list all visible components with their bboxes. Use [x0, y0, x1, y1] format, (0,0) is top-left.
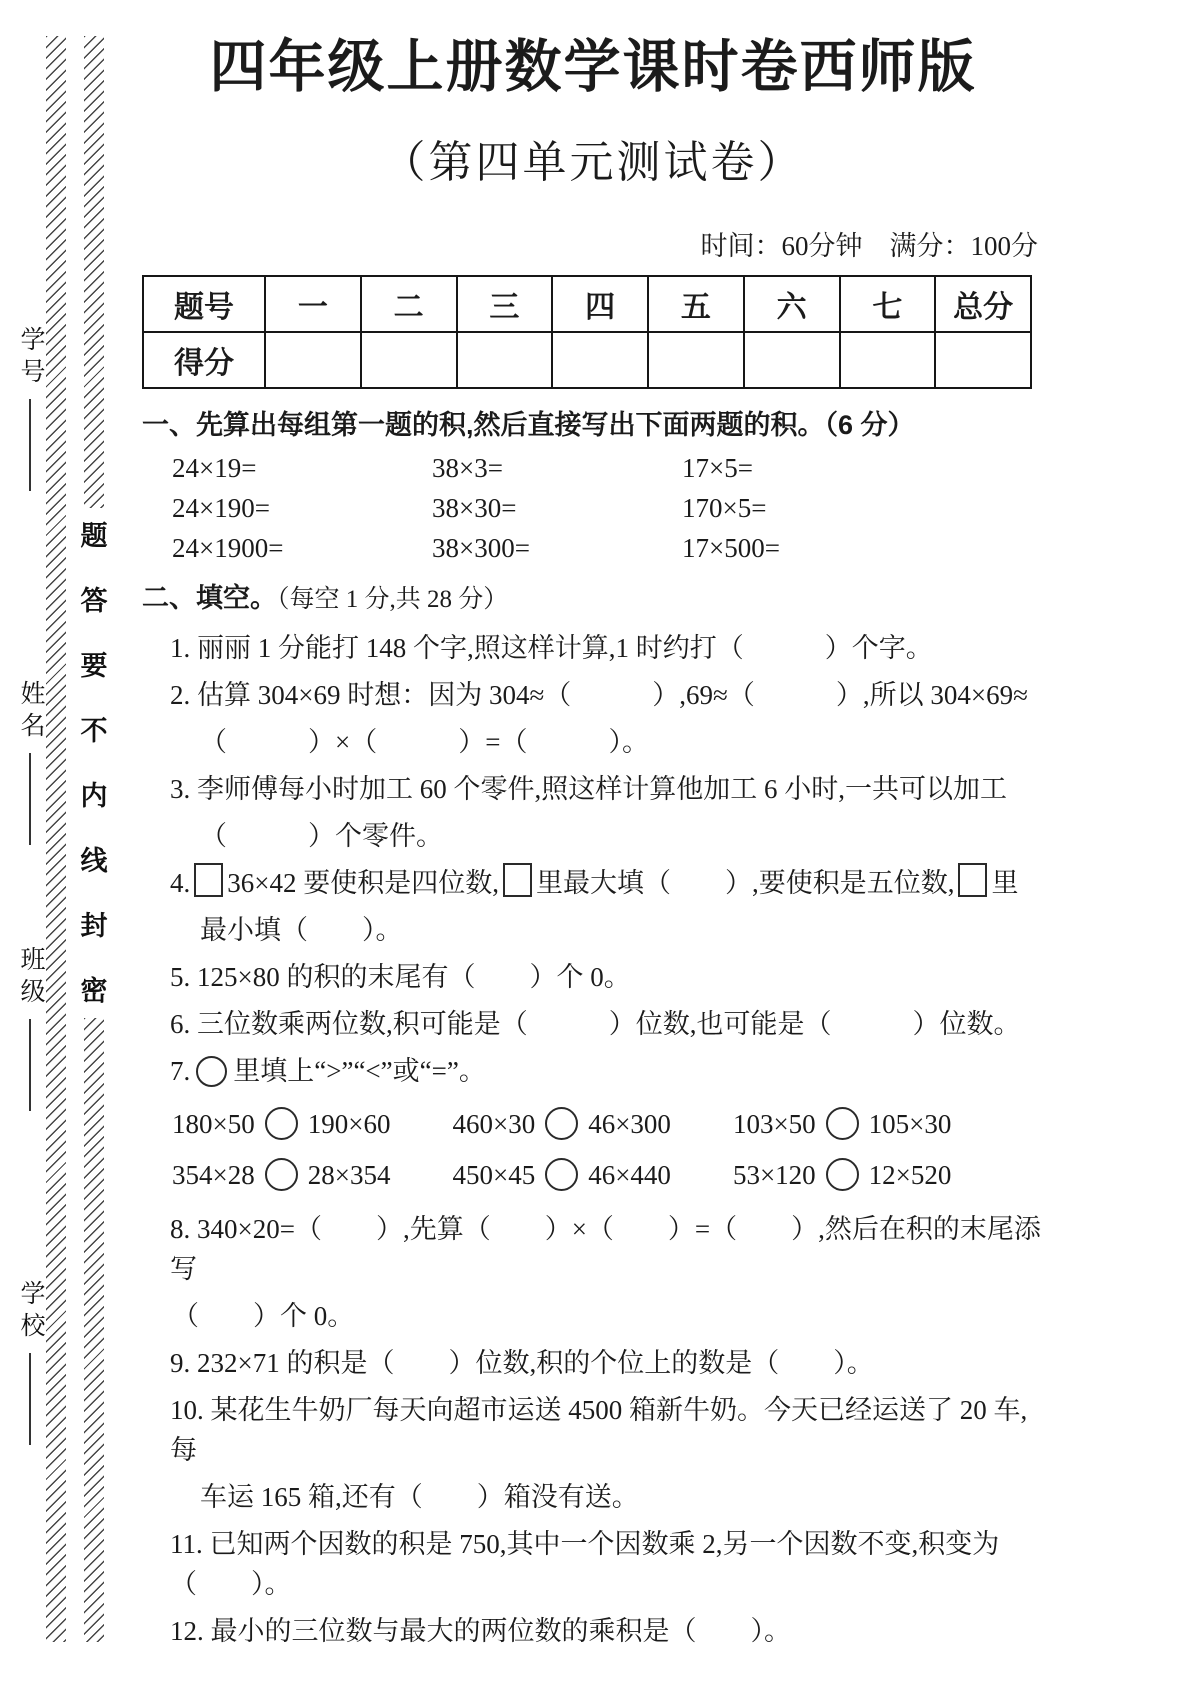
expression-left: 460×30	[452, 1108, 536, 1139]
name-label: 姓名	[17, 680, 44, 744]
multiplication-problem: 17×500=	[682, 533, 780, 564]
blank-box	[503, 863, 532, 897]
multiplication-problem: 170×5=	[682, 493, 767, 524]
time-score-info: 时间：60分钟 满分：100分	[700, 231, 1038, 262]
seal-char: 要	[80, 651, 108, 681]
expression-right: 12×520	[868, 1159, 952, 1190]
school-blank-line	[29, 1353, 31, 1445]
comparison-row-1	[142, 1107, 1044, 1140]
fill-item-6: 6. 三位数乘两位数,积可能是（ ）位数,也可能是（ ）位数。	[170, 1008, 1021, 1039]
student-id-blank-line	[29, 399, 31, 491]
expression-right: 28×354	[307, 1159, 391, 1190]
school-field	[12, 1280, 48, 1445]
expression-right: 46×300	[588, 1108, 671, 1139]
score-header-cell: 题号	[143, 276, 265, 332]
section1-heading: 一、先算出每组第一题的积,然后直接写出下面两题的积。（6 分）	[142, 410, 915, 441]
section2-heading-title: 二、填空。	[142, 583, 277, 614]
multiplication-problem: 17×5=	[682, 453, 753, 484]
expression-right: 105×30	[868, 1108, 952, 1139]
seal-hatching-right-top	[84, 36, 104, 508]
score-empty-cell	[935, 332, 1031, 388]
score-table-header-row	[143, 276, 1031, 332]
fill-item-9: 9. 232×71 的积是（ ）位数,积的个位上的数是（ ）。	[170, 1347, 874, 1378]
multiplication-problem: 24×1900=	[172, 533, 284, 564]
comparison-pair	[172, 1107, 390, 1140]
item4-number: 4.	[170, 867, 191, 898]
fill-item-7-intro	[142, 1051, 1044, 1091]
seal-char: 线	[80, 846, 108, 876]
fill-item-11: 11. 已知两个因数的积是 750,其中一个因数乘 2,另一个因数不变,积变为（ ）。	[170, 1528, 1000, 1599]
comparison-pair	[733, 1107, 951, 1140]
name-field	[12, 680, 48, 845]
item4-text: 36×42 要使积是四位数,	[227, 867, 499, 898]
fill-item-4-line2: 最小填（ ）。	[200, 914, 403, 945]
score-header-cell: 二	[361, 276, 457, 332]
multiplication-problem: 38×3=	[432, 453, 503, 484]
score-empty-cell	[265, 332, 361, 388]
expression-left: 180×50	[172, 1108, 255, 1139]
score-table-score-row	[143, 332, 1031, 388]
multiplication-problem: 24×19=	[172, 453, 257, 484]
score-empty-cell	[648, 332, 744, 388]
expression-left: 103×50	[732, 1108, 816, 1139]
expression-left: 450×45	[452, 1159, 536, 1190]
blank-box	[958, 863, 987, 897]
score-header-cell: 五	[648, 276, 744, 332]
score-table	[142, 275, 1032, 389]
paper-title: 四年级上册数学课时卷西师版	[209, 36, 977, 99]
score-label-cell: 得分	[143, 332, 265, 388]
student-id-label: 学号	[17, 326, 44, 390]
expression-right: 46×440	[588, 1159, 671, 1190]
comparison-circle	[265, 1107, 298, 1140]
comparison-pair	[172, 1158, 390, 1191]
comparison-circle	[826, 1158, 859, 1191]
seal-hatching-right-bottom	[84, 1018, 104, 1642]
section1-problems	[142, 453, 1044, 564]
score-header-cell: 四	[552, 276, 648, 332]
multiplication-problem: 38×30=	[432, 493, 517, 524]
student-id-field	[12, 326, 48, 491]
fill-item-4-line1	[142, 863, 1044, 903]
fill-item-3-line2: （ ）个零件。	[200, 820, 443, 851]
score-empty-cell	[361, 332, 457, 388]
comparison-circle	[826, 1107, 859, 1140]
paper-content	[142, 26, 1044, 1658]
section2-heading-note: （每空 1 分,共 28 分）	[277, 586, 509, 614]
fill-item-10-line2: 车运 165 箱,还有（ ）箱没有送。	[200, 1481, 639, 1512]
score-empty-cell	[840, 332, 936, 388]
comparison-circle	[196, 1056, 227, 1087]
fill-item-8-line2: （ ）个 0。	[172, 1300, 355, 1331]
score-empty-cell	[744, 332, 840, 388]
fill-item-2-line2: （ ）×（ ）=（ ）。	[200, 726, 649, 757]
score-header-cell: 六	[744, 276, 840, 332]
seal-char: 内	[80, 781, 108, 811]
item4-text: 里最大填（ ）,要使积是五位数,	[535, 867, 955, 898]
score-header-cell: 总分	[935, 276, 1031, 332]
paper-subtitle: （第四单元测试卷）	[381, 138, 805, 188]
seal-char: 不	[80, 716, 108, 746]
seal-char: 封	[80, 911, 108, 941]
fill-item-8-line1: 8. 340×20=（ ）,先算（ ）×（ ）=（ ）,然后在积的末尾添写	[170, 1213, 1041, 1284]
seal-char: 题	[80, 521, 108, 551]
blank-box	[194, 863, 223, 897]
name-blank-line	[29, 753, 31, 845]
school-label: 学校	[17, 1280, 44, 1344]
score-header-cell: 一	[265, 276, 361, 332]
class-blank-line	[29, 1019, 31, 1111]
expression-left: 354×28	[172, 1159, 255, 1190]
comparison-circle	[265, 1158, 298, 1191]
fill-item-1: 1. 丽丽 1 分能打 148 个字,照这样计算,1 时约打（ ）个字。	[170, 632, 933, 663]
expression-right: 190×60	[307, 1108, 391, 1139]
fill-item-5: 5. 125×80 的积的末尾有（ ）个 0。	[170, 961, 631, 992]
score-empty-cell	[457, 332, 553, 388]
seal-warning-text	[72, 514, 116, 1008]
multiplication-problem: 24×190=	[172, 493, 270, 524]
score-header-cell: 三	[457, 276, 553, 332]
fill-item-10-line1: 10. 某花生牛奶厂每天向超市运送 4500 箱新牛奶。今天已经运送了 20 车,每	[170, 1394, 1028, 1465]
comparison-circle	[545, 1158, 578, 1191]
item4-text: 里	[991, 867, 1019, 898]
comparison-pair	[452, 1107, 670, 1140]
item7-number: 7.	[170, 1055, 191, 1086]
fill-item-12: 12. 最小的三位数与最大的两位数的乘积是（ ）。	[170, 1615, 791, 1646]
score-header-cell: 七	[840, 276, 936, 332]
score-empty-cell	[552, 332, 648, 388]
seal-char: 答	[80, 586, 108, 616]
class-field	[12, 946, 48, 1111]
fill-item-3-line1: 3. 李师傅每小时加工 60 个零件,照这样计算他加工 6 小时,一共可以加工	[170, 773, 1007, 804]
expression-left: 53×120	[732, 1159, 816, 1190]
multiplication-problem: 38×300=	[432, 533, 530, 564]
comparison-row-2	[142, 1158, 1044, 1191]
class-label: 班级	[17, 946, 44, 1010]
comparison-pair	[452, 1158, 670, 1191]
seal-hatching-left	[46, 36, 66, 1642]
comparison-circle	[545, 1107, 578, 1140]
comparison-pair	[733, 1158, 951, 1191]
item7-text: 里填上“>”“<”或“=”。	[233, 1055, 486, 1086]
seal-char: 密	[80, 976, 108, 1006]
fill-item-2-line1: 2. 估算 304×69 时想：因为 304≈（ ）,69≈（ ）,所以 304×69≈	[170, 679, 1028, 710]
section2-heading	[142, 580, 1044, 618]
